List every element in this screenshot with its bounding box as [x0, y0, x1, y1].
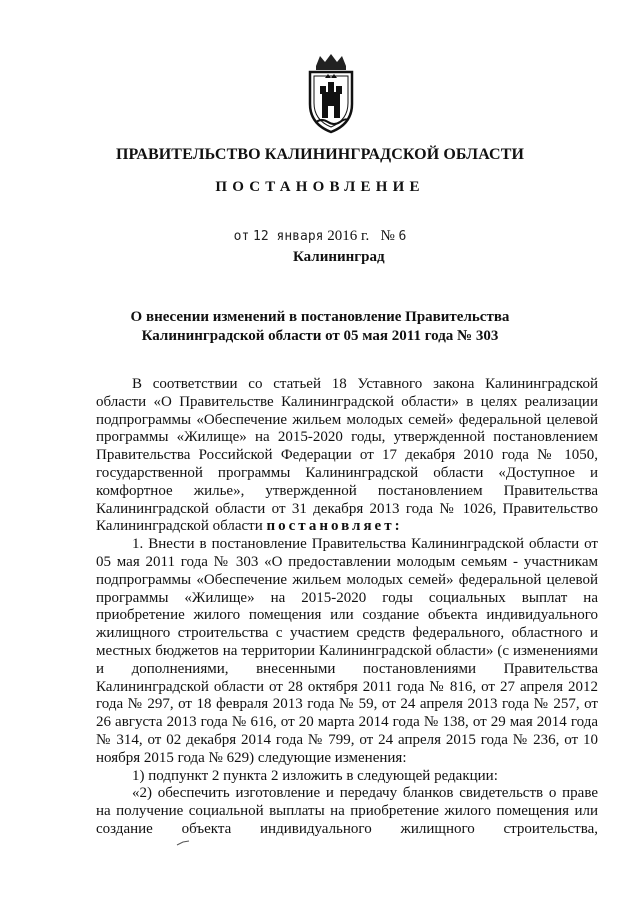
document-date-number: [0, 228, 640, 245]
date-year: 2016 г.: [327, 228, 370, 244]
document-type: ПОСТАНОВЛЕНИЕ: [215, 179, 425, 195]
number-label: №: [380, 228, 395, 244]
resolves-word: постановляет:: [266, 518, 403, 535]
date-prefix: от: [233, 229, 250, 244]
subject-line-1: О внесении изменений в постановление Правительства: [130, 309, 510, 325]
coat-of-arms-emblem: [298, 52, 364, 134]
quote-paragraph: «2) обеспечить изготовление и передачу бланков свидетельств о праве на получение социальной выплаты на приобретение жилого помещения или создание объекта индивидуального жилищного строительства,: [96, 785, 598, 837]
subitem-1-paragraph: 1) подпункт 2 пункта 2 изложить в следующей редакции:: [132, 767, 498, 784]
subject-line-2: Калининградской области от 05 мая 2011 года № 303: [141, 328, 499, 344]
document-body: [96, 376, 598, 839]
city: Калининград: [293, 249, 385, 265]
number-value: 6: [398, 229, 407, 244]
organization-title: ПРАВИТЕЛЬСТВО КАЛИНИНГРАДСКОЙ ОБЛАСТИ: [115, 146, 525, 163]
date-day-month: 12 января: [253, 229, 324, 244]
pen-mark: [176, 840, 190, 846]
document-subject: [0, 308, 640, 346]
item-1-paragraph: 1. Внести в постановление Правительства Калининградской области от 05 мая 2011 года № 303 «О предоставлении молодым семьям - участникам подпрограммы «Обеспечение жильем молодых семей» федеральной целевой программы «Жилище» на 2015-2020 годы социальных выплат на приобретение жилого помещения или создание объекта индивидуального жилищного строительства с участием средств федерального, областного и местных бюджетов на территории Калининградской области» (с изменениями и дополнениями, внесенными постановлениями Правительства Калининградской области от 28 октября 2011 года № 816, от 27 апреля 2012 года № 297, от 18 февраля 2013 года № 59, от 24 апреля 2013 года № 257, от 26 августа 2013 года № 616, от 20 марта 2014 года № 138, от 29 мая 2014 года № 314, от 02 декабря 2014 года № 799, от 24 апреля 2015 года № 236, от 10 ноября 2015 года № 629) следующие изменения:: [96, 536, 598, 766]
preamble-text: В соответствии со статьей 18 Уставного закона Калининградской области «О Правительстве Калининградской области» в целях реализации подпрограммы «Обеспечение жильем молодых семей» федеральной целевой программы «Жилище» на 2015-2020 годы, утвержденной постановлением Правительства Российской Федерации от 17 декабря 2010 года № 1050, государственной программы Калининградской области «Доступное и комфортное жилье», утвержденной постановлением Правительства Калининградской области от 31 декабря 2013 года № 1026, Правительство Калининградской области: [96, 376, 598, 535]
preamble-paragraph: [96, 376, 598, 536]
